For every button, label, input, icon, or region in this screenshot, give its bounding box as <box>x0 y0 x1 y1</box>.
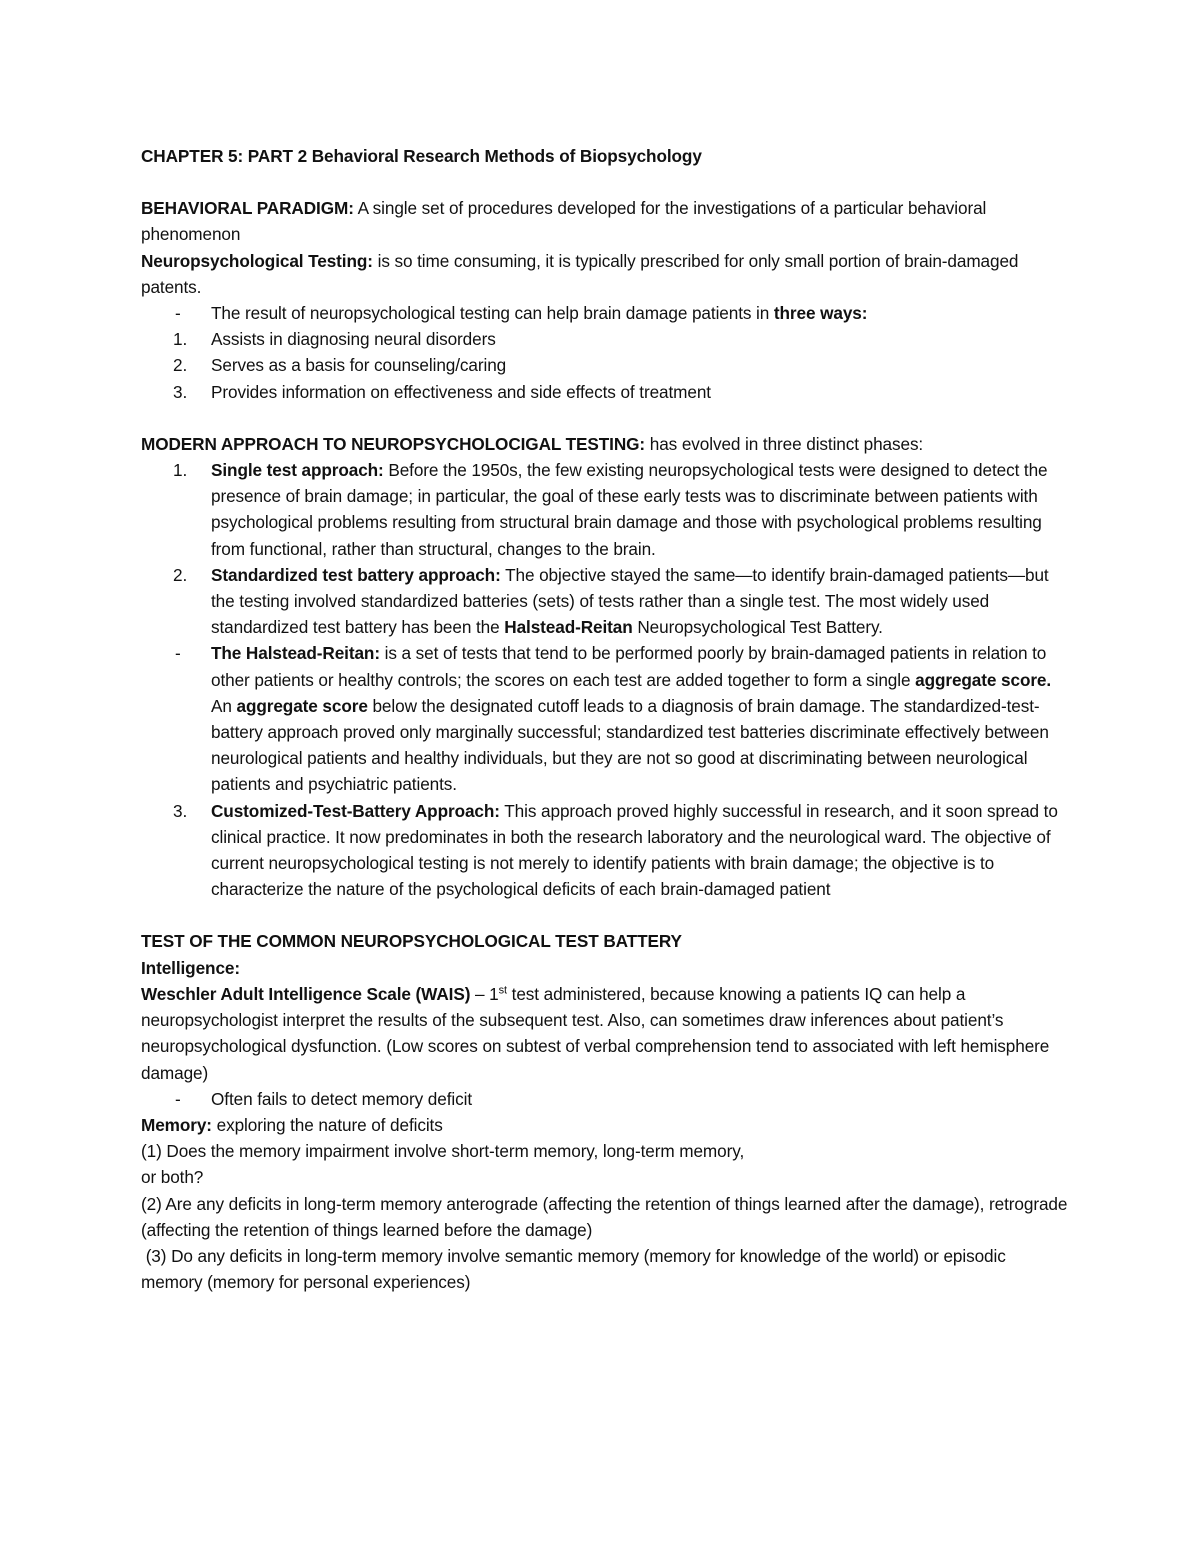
phase-text: The objective stayed the same—to identify brain-damaged patients—but the testing involved standardized batteries (sets) of tests rather than a single test. The most widely used standardized test battery has been the <box>211 564 1049 638</box>
wais-note-text: Often fails to detect memory deficit <box>211 1088 473 1109</box>
halstead-reitan-bullet <box>141 640 1071 797</box>
wais-superscript: st <box>498 984 507 997</box>
memory-question-1-cont: or both? <box>141 1167 204 1188</box>
list-number: 3. <box>173 381 188 402</box>
list-number: 2. <box>173 564 188 585</box>
halstead-text: below the designated cutoff leads to a diagnosis of brain damage. The standardized-test-battery approach proved only marginally successful; standardized test batteries discriminate effectively between neurological patients and healthy individuals, but they are not so good at discriminating between neurological patients and psychiatric patients. <box>211 695 1049 795</box>
neuro-testing-definition <box>141 248 1071 300</box>
phase-text: Before the 1950s, the few existing neuropsychological tests were designed to detect the presence of brain damage; in particular, the goal of these early tests was to discriminate between patients with psychological problems resulting from structural brain damage and those with psychological problems resulting from functional, rather than structural, changes to the brain. <box>211 460 1048 559</box>
wais-term: Weschler Adult Intelligence Scale (WAIS) <box>141 983 471 1004</box>
wais-note-bullet <box>141 1086 1071 1112</box>
phase-bold: Halstead-Reitan <box>504 617 633 638</box>
neuro-testing-term: Neuropsychological Testing: <box>141 250 373 271</box>
paradigm-definition <box>141 195 1071 247</box>
phase-term: Single test approach: <box>211 460 384 481</box>
phase-text: This approach proved highly successful in research, and it soon spread to clinical practice. It now predominates in both the research laboratory and the neurological ward. The objective of current neuropsychological testing is not merely to identify patients with brain damage; the objective is to characterize the nature of the psychological deficits of each brain-damaged patient <box>211 800 1058 900</box>
result-bold: three ways: <box>773 303 868 324</box>
memory-question-1: (1) Does the memory impairment involve short-term memory, long-term memory, <box>141 1141 745 1162</box>
phase-term: Customized-Test-Battery Approach: <box>211 800 500 821</box>
memory-text: exploring the nature of deficits <box>211 1114 443 1135</box>
bullet-dash: - <box>175 303 181 324</box>
neuro-testing-text: is so time consuming, it is typically prescribed for only small portion of brain-damaged patents. <box>141 250 1019 297</box>
list-item-text: Provides information on effectiveness and side effects of treatment <box>211 381 711 402</box>
wais-paragraph <box>141 981 1071 1086</box>
list-item <box>141 379 1071 405</box>
memory-question-3: (3) Do any deficits in long-term memory involve semantic memory (memory for knowledge of the world) or episodic memory (memory for personal experiences) <box>141 1245 1011 1293</box>
list-item <box>141 352 1071 378</box>
modern-heading-text: has evolved in three distinct phases: <box>645 433 924 454</box>
halstead-term: The Halstead-Reitan: <box>211 643 380 664</box>
intelligence-heading: Intelligence: <box>141 957 240 978</box>
result-text: The result of neuropsychological testing can help brain damage patients in <box>211 303 774 324</box>
battery-heading: TEST OF THE COMMON NEUROPSYCHOLOGICAL TEST BATTERY <box>141 931 682 952</box>
result-bullet <box>141 300 1071 326</box>
paradigm-text: A single set of procedures developed for the investigations of a particular behavioral phenomenon <box>141 198 987 245</box>
list-number: 2. <box>173 355 188 376</box>
phase-standardized-battery <box>141 562 1071 641</box>
wais-dash: – 1 <box>470 983 499 1004</box>
memory-term: Memory: <box>141 1114 212 1135</box>
phase-customized-battery <box>141 798 1071 903</box>
list-number: 1. <box>173 460 188 481</box>
halstead-text: An <box>211 695 237 716</box>
phase-tail: Neuropsychological Test Battery. <box>632 617 883 638</box>
list-item-text: Assists in diagnosing neural disorders <box>211 329 496 350</box>
list-number: 3. <box>173 800 188 821</box>
phase-single-test <box>141 457 1071 562</box>
list-number: 1. <box>173 329 188 350</box>
document-body <box>141 143 1071 1295</box>
page-title: CHAPTER 5: PART 2 Behavioral Research Methods of Biopsychology <box>141 146 702 166</box>
aggregate-score-term: aggregate score. <box>915 669 1052 690</box>
phase-term: Standardized test battery approach: <box>211 564 501 585</box>
paradigm-term: BEHAVIORAL PARADIGM: <box>141 198 354 219</box>
halstead-text: is a set of tests that tend to be performed poorly by brain-damaged patients in relation to other patients or healthy controls; the scores on each test are added together to form a single <box>211 643 1047 690</box>
modern-approach-heading <box>141 431 1071 457</box>
aggregate-score-term: aggregate score <box>236 695 368 716</box>
memory-question-2: (2) Are any deficits in long-term memory anterograde (affecting the retention of things learned after the damage), retrograde (affecting the retention of things learned before the damage) <box>141 1193 1068 1240</box>
list-item <box>141 326 1071 352</box>
wais-text: test administered, because knowing a patients IQ can help a neuropsychologist interpret the results of the subsequent test. Also, can sometimes draw inferences about patient’s neuropsychological dysfunction. (Low scores on subtest of verbal comprehension tend to associated with left hemisphere damage) <box>141 983 1050 1083</box>
modern-heading-term: MODERN APPROACH TO NEUROPSYCHOLOCIGAL TESTING: <box>141 433 646 454</box>
list-item-text: Serves as a basis for counseling/caring <box>211 355 507 376</box>
bullet-dash: - <box>175 1088 181 1109</box>
memory-paragraph <box>141 1112 1071 1138</box>
bullet-dash: - <box>175 643 181 664</box>
